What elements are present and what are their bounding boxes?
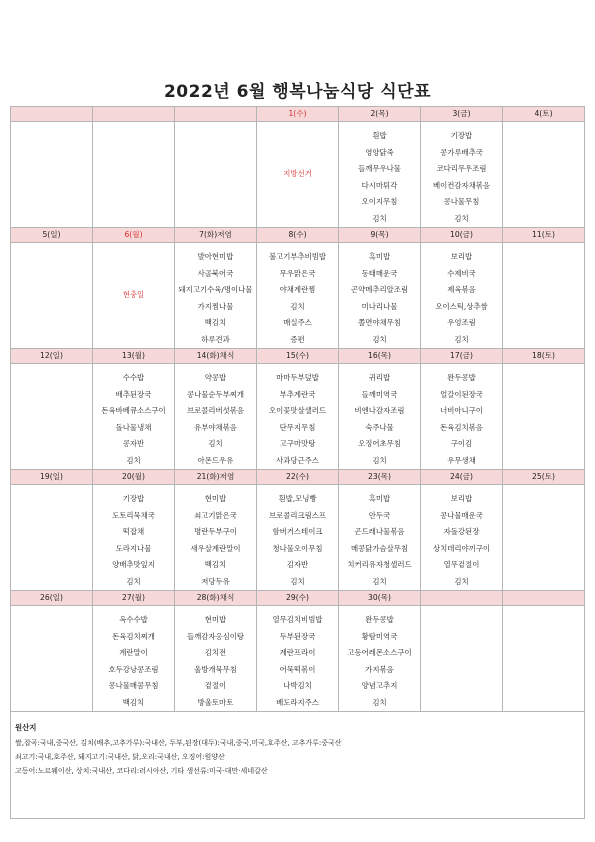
menu-item: 야채계란찜 — [279, 285, 316, 294]
menu-item: 약콩밥 — [204, 373, 227, 382]
origin-row — [11, 712, 585, 819]
menu-item: 콩나물순두부찌개 — [186, 389, 245, 399]
day-header: 20(월) — [93, 470, 175, 485]
day-menu-cell — [339, 364, 421, 470]
menu-item: 김치 — [290, 576, 305, 586]
menu-item: 겉절이 — [204, 681, 227, 690]
day-header: 9(목) — [339, 228, 421, 243]
holiday-label: 지방선거 — [283, 169, 312, 179]
menu-item: 들깨무우나물 — [358, 164, 401, 173]
menu-item: 김치 — [454, 334, 469, 344]
week-header-row — [11, 470, 585, 485]
day-header: 21(화)저염 — [175, 470, 257, 485]
day-menu-cell — [339, 243, 421, 349]
menu-item: 완두콩밥 — [447, 373, 476, 382]
day-menu-cell — [503, 364, 585, 470]
day-menu-cell — [11, 364, 93, 470]
menu-item: 구이김 — [450, 439, 473, 448]
menu-item: 김치 — [372, 455, 387, 465]
menu-item: 양배추맛잎지 — [112, 560, 155, 569]
day-header: 24(금) — [421, 470, 503, 485]
menu-item: 들깨미역국 — [361, 389, 398, 399]
day-header: 6(월) — [93, 228, 175, 243]
menu-item: 떡잡채 — [122, 527, 145, 536]
menu-item: 하루견과 — [201, 334, 230, 344]
menu-item: 돈육바베큐소스구이 — [101, 406, 166, 415]
day-menu-cell — [175, 485, 257, 591]
day-header: 4(토) — [503, 107, 585, 122]
menu-item: 현미밥 — [204, 494, 227, 503]
menu-item: 얼갈이된장국 — [440, 389, 483, 399]
menu-item: 고등어레몬소스구이 — [347, 648, 412, 657]
menu-item: 가지볶음 — [365, 664, 394, 674]
menu-item: 도토리묵채국 — [112, 510, 155, 520]
day-header: 29(수) — [257, 591, 339, 606]
menu-item: 보리밥 — [450, 494, 473, 503]
origin-line: 고등어:노르웨이산, 상치:국내산, 코다리:러시아산, 기타 생선류:미국·대만·세네갈산 — [15, 767, 268, 775]
day-header: 13(월) — [93, 349, 175, 364]
menu-item: 숙주나물 — [365, 422, 394, 432]
menu-item: 콩나물무침 — [443, 197, 480, 206]
menu-item: 콩가루배추국 — [440, 147, 483, 157]
menu-item: 안두국 — [368, 510, 391, 520]
menu-item: 다시마튀각 — [361, 180, 398, 190]
day-menu-cell — [93, 485, 175, 591]
day-header — [11, 107, 93, 122]
menu-item: 유부야채볶음 — [194, 422, 237, 432]
menu-item: 제육볶음 — [447, 285, 476, 294]
day-header — [175, 107, 257, 122]
week-menu-row — [11, 485, 585, 591]
day-menu-cell — [257, 122, 339, 228]
menu-item: 백김치 — [204, 560, 227, 569]
origin-line: 쇠고기:국내,호주산, 돼지고기:국내산, 닭,오리:국내산, 오징어:원양산 — [15, 753, 225, 761]
day-menu-cell — [421, 122, 503, 228]
menu-item: 너비아니구이 — [440, 406, 483, 415]
menu-item: 김치 — [372, 334, 387, 344]
day-header: 30(목) — [339, 591, 421, 606]
menu-item: 배도라지주스 — [276, 697, 319, 707]
day-header: 2(목) — [339, 107, 421, 122]
menu-item: 코다리무우조림 — [436, 164, 487, 173]
day-menu-cell — [175, 243, 257, 349]
menu-item: 명란두부구이 — [194, 527, 237, 536]
menu-item: 돈육김치볶음 — [440, 422, 483, 432]
day-menu-cell — [11, 485, 93, 591]
day-menu-cell — [257, 606, 339, 712]
menu-table — [10, 106, 585, 819]
day-header: 28(화)채식 — [175, 591, 257, 606]
menu-item: 브로콜리버섯볶음 — [186, 406, 245, 415]
day-menu-cell — [93, 243, 175, 349]
menu-item: 보리밥 — [450, 252, 473, 261]
menu-item: 사과당근주스 — [276, 455, 319, 465]
day-menu-cell — [175, 364, 257, 470]
day-menu-cell — [175, 606, 257, 712]
menu-item: 계란말이 — [119, 648, 148, 657]
day-menu-cell — [175, 122, 257, 228]
menu-item: 김자반 — [286, 560, 309, 569]
menu-item: 메콩닭가슴살무침 — [350, 543, 409, 553]
menu-item: 쇠고기맑은국 — [194, 510, 237, 520]
menu-item: 자돌강된장 — [443, 527, 480, 536]
day-menu-cell — [339, 606, 421, 712]
menu-item: 울방개묵무침 — [194, 664, 237, 674]
menu-item: 콩나물매운국 — [440, 510, 483, 520]
menu-item: 들깨감자옹심이탕 — [186, 631, 245, 641]
menu-item: 돼지고기수육/명이나물 — [178, 285, 253, 294]
menu-item: 기장밥 — [122, 494, 145, 503]
day-header: 10(금) — [421, 228, 503, 243]
day-menu-cell — [421, 364, 503, 470]
menu-item: 양념고추지 — [361, 681, 398, 690]
menu-item: 오이지무침 — [361, 197, 398, 206]
holiday-label: 현충일 — [122, 290, 145, 300]
menu-item: 황탐미역국 — [361, 631, 398, 641]
menu-item: 김치 — [372, 576, 387, 586]
menu-item: 영양닭죽 — [365, 147, 394, 157]
menu-item: 백김치 — [122, 697, 145, 707]
menu-item: 어묵떡볶이 — [279, 664, 316, 674]
day-header: 14(화)채식 — [175, 349, 257, 364]
menu-item: 발아현미밥 — [197, 252, 234, 261]
week-header-row — [11, 591, 585, 606]
menu-item: 열무겉절이 — [443, 560, 480, 569]
day-header: 8(수) — [257, 228, 339, 243]
day-header: 18(토) — [503, 349, 585, 364]
menu-item: 흑미밥 — [368, 252, 391, 261]
menu-item: 마마두부덮밥 — [276, 373, 319, 382]
menu-item: 나박김치 — [283, 681, 312, 690]
menu-item: 아몬드우유 — [197, 455, 234, 465]
menu-item: 도라지나물 — [115, 543, 152, 553]
day-header: 7(화)저염 — [175, 228, 257, 243]
day-header: 19(일) — [11, 470, 93, 485]
week-menu-row — [11, 606, 585, 712]
week-menu-row — [11, 364, 585, 470]
menu-item: 사골북어국 — [197, 268, 234, 278]
menu-item: 새우살계란말이 — [190, 543, 241, 553]
day-header: 12(일) — [11, 349, 93, 364]
week-header-row — [11, 107, 585, 122]
menu-item: 무우맑은국 — [279, 268, 316, 278]
day-header: 27(월) — [93, 591, 175, 606]
day-menu-cell — [503, 243, 585, 349]
menu-item: 호두강낭콩조림 — [108, 664, 159, 674]
menu-item: 우엉조림 — [447, 318, 476, 327]
day-menu-cell — [257, 243, 339, 349]
day-header: 1(수) — [257, 107, 339, 122]
page-title: 2022년 6월 행복나눔식당 식단표 — [163, 82, 432, 102]
menu-item: 오이꽃맛살샐러드 — [268, 406, 327, 415]
menu-item: 현미밥 — [204, 615, 227, 624]
menu-item: 김치 — [372, 697, 387, 707]
day-header — [421, 591, 503, 606]
menu-item: 부추계란국 — [279, 389, 316, 399]
menu-item: 흰밥,모닝빵 — [278, 494, 317, 503]
menu-item: 백김치 — [204, 318, 227, 327]
menu-item: 돌나물냉채 — [115, 422, 152, 432]
menu-item: 곤드레나물볶음 — [354, 527, 405, 536]
menu-item: 돈육김치찌개 — [112, 631, 155, 641]
day-header: 22(수) — [257, 470, 339, 485]
menu-item: 방울토마토 — [197, 697, 234, 707]
menu-item: 상치데리야끼구이 — [432, 543, 491, 553]
day-menu-cell — [421, 606, 503, 712]
day-menu-cell — [503, 122, 585, 228]
day-menu-cell — [257, 364, 339, 470]
menu-item: 김치전 — [204, 648, 227, 657]
menu-item: 단무지무침 — [279, 422, 316, 432]
menu-item: 동태매운국 — [361, 268, 398, 278]
menu-item: 귀리밥 — [368, 373, 391, 382]
day-menu-cell — [11, 606, 93, 712]
menu-item: 증편 — [290, 334, 305, 344]
menu-item: 저당두유 — [201, 576, 230, 586]
menu-item: 치커리유자청샐러드 — [347, 560, 412, 569]
menu-item: 쫄면야채무침 — [358, 318, 401, 327]
day-menu-cell — [11, 243, 93, 349]
day-menu-cell — [93, 364, 175, 470]
day-header: 3(금) — [421, 107, 503, 122]
menu-item: 기장밥 — [450, 131, 473, 140]
menu-item: 열무김치비빔밥 — [272, 615, 323, 624]
menu-item: 김치 — [126, 576, 141, 586]
menu-item: 불고기부추비빔밥 — [268, 252, 327, 261]
week-menu-row — [11, 122, 585, 228]
day-header — [93, 107, 175, 122]
menu-item: 우무생채 — [447, 455, 476, 465]
menu-item: 완두콩밥 — [365, 615, 394, 624]
menu-item: 수수밥 — [122, 373, 145, 382]
day-header: 15(수) — [257, 349, 339, 364]
menu-item: 콩나물매콤무침 — [108, 681, 159, 690]
menu-item: 브로콜리크림스프 — [268, 510, 327, 520]
menu-item: 흑미밥 — [368, 494, 391, 503]
menu-item: 계란프라이 — [279, 648, 316, 657]
menu-item: 비엔나감자조림 — [354, 406, 405, 415]
menu-item: 수제비국 — [447, 268, 476, 278]
menu-item: 미나리나물 — [361, 301, 398, 311]
menu-item: 매실주스 — [283, 318, 312, 327]
menu-item: 베이컨감자채볶음 — [432, 180, 491, 190]
menu-item: 오이스틱,상추쌈 — [435, 301, 488, 311]
menu-item: 김치 — [372, 213, 387, 223]
menu-item: 고구마맛탕 — [279, 439, 316, 448]
day-header: 5(일) — [11, 228, 93, 243]
day-menu-cell — [257, 485, 339, 591]
day-menu-cell — [93, 606, 175, 712]
menu-item: 곤약메추리알조림 — [350, 285, 409, 294]
origin-cell — [11, 712, 585, 819]
day-header: 16(목) — [339, 349, 421, 364]
day-menu-cell — [421, 485, 503, 591]
day-menu-cell — [503, 485, 585, 591]
week-menu-row — [11, 243, 585, 349]
menu-item: 김치 — [290, 301, 305, 311]
menu-item: 함버거스테이크 — [272, 527, 323, 536]
menu-item: 김치 — [454, 576, 469, 586]
menu-item: 김치 — [126, 455, 141, 465]
menu-item: 콩자반 — [122, 439, 145, 448]
day-header: 26(일) — [11, 591, 93, 606]
menu-item: 두부된장국 — [279, 631, 316, 641]
week-header-row — [11, 228, 585, 243]
day-header: 11(토) — [503, 228, 585, 243]
day-header: 25(토) — [503, 470, 585, 485]
menu-item: 김치 — [454, 213, 469, 223]
menu-item: 청나물오이무침 — [272, 543, 323, 553]
day-menu-cell — [11, 122, 93, 228]
day-header — [503, 591, 585, 606]
menu-item: 오징어초무침 — [358, 439, 401, 448]
menu-item: 김치 — [208, 439, 223, 448]
menu-item: 가지찜나물 — [197, 301, 234, 311]
day-header: 23(목) — [339, 470, 421, 485]
week-header-row — [11, 349, 585, 364]
day-menu-cell — [339, 122, 421, 228]
day-header: 17(금) — [421, 349, 503, 364]
day-menu-cell — [339, 485, 421, 591]
day-menu-cell — [93, 122, 175, 228]
menu-item: 흰밥 — [372, 131, 387, 140]
day-menu-cell — [421, 243, 503, 349]
menu-item: 배추된장국 — [115, 389, 152, 399]
day-menu-cell — [503, 606, 585, 712]
menu-item: 옥수수밥 — [119, 615, 148, 624]
origin-title: 원산지 — [15, 723, 37, 732]
origin-line: 쌀,잡곡:국내,중국산, 김치(배추,고추가루):국내산, 두부,된장(대두):국내,중국,미국,호주산, 고추가루:중국산 — [15, 739, 342, 747]
